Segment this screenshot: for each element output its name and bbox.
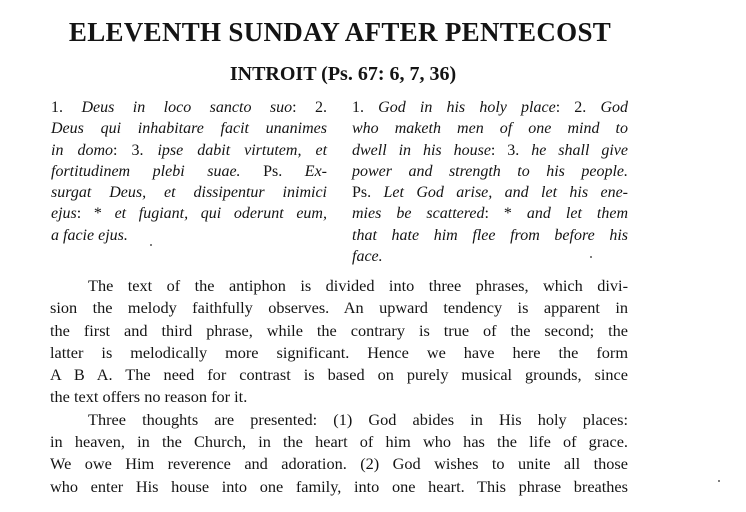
page-title: ELEVENTH SUNDAY AFTER PENTECOST bbox=[68, 17, 612, 47]
english-line: Ps. Let God arise, and let his ene- bbox=[352, 184, 629, 202]
commentary-line: the first and third phrase, while the contrary is true of the second; the bbox=[50, 320, 628, 340]
print-speck bbox=[150, 244, 152, 246]
commentary-line: latter is melodically more significant. Hence we have here the form bbox=[50, 342, 628, 362]
commentary-line: The text of the antiphon is divided into three phrases, which divi- bbox=[88, 276, 628, 295]
english-line: 1. God in his holy place: 2. God bbox=[352, 99, 629, 116]
latin-text-column bbox=[51, 97, 327, 246]
commentary-line: sion the melody faithfully observes. An upward tendency is apparent in bbox=[50, 298, 628, 318]
latin-line: surgat Deus, et dissipentur inimici bbox=[51, 184, 327, 202]
commentary-line: A B A. The need for contrast is based on purely musical grounds, since bbox=[50, 365, 628, 385]
commentary-line: the text offers no reason for it. bbox=[50, 387, 248, 407]
commentary-line: Three thoughts are presented: (1) God abides in His holy places: bbox=[88, 409, 628, 429]
english-line: power and strength to his people. bbox=[352, 162, 628, 180]
latin-line: Deus qui inhabitare facit unanimes bbox=[51, 120, 327, 138]
commentary-line: who enter His house into one family, into one heart. This phrase breathes bbox=[50, 476, 628, 496]
english-line: that hate him flee from before his bbox=[352, 226, 628, 244]
english-line: dwell in his house: 3. he shall give bbox=[352, 141, 628, 159]
print-speck bbox=[718, 480, 720, 482]
english-line: face. bbox=[352, 248, 383, 266]
latin-line: in domo: 3. ipse dabit virtutem, et bbox=[51, 141, 328, 159]
english-line: mies be scattered: * and let them bbox=[352, 205, 629, 223]
latin-line: a facie ejus. bbox=[51, 226, 128, 244]
section-subtitle: INTROIT (Ps. 67: 6, 7, 36) bbox=[229, 63, 457, 85]
english-line: who maketh men of one mind to bbox=[352, 120, 628, 138]
print-speck bbox=[590, 256, 592, 258]
commentary-text bbox=[50, 275, 628, 498]
commentary-line: We owe Him reverence and adoration. (2) God wishes to unite all those bbox=[50, 454, 628, 474]
commentary-line: in heaven, in the Church, in the heart of him who has the life of grace. bbox=[50, 432, 628, 452]
english-text-column bbox=[352, 97, 628, 267]
latin-line: fortitudinem plebi suae. Ps. Ex- bbox=[51, 162, 327, 180]
latin-line: ejus: * et fugiant, qui oderunt eum, bbox=[51, 205, 327, 223]
latin-line: 1. Deus in loco sancto suo: 2. bbox=[51, 99, 327, 116]
